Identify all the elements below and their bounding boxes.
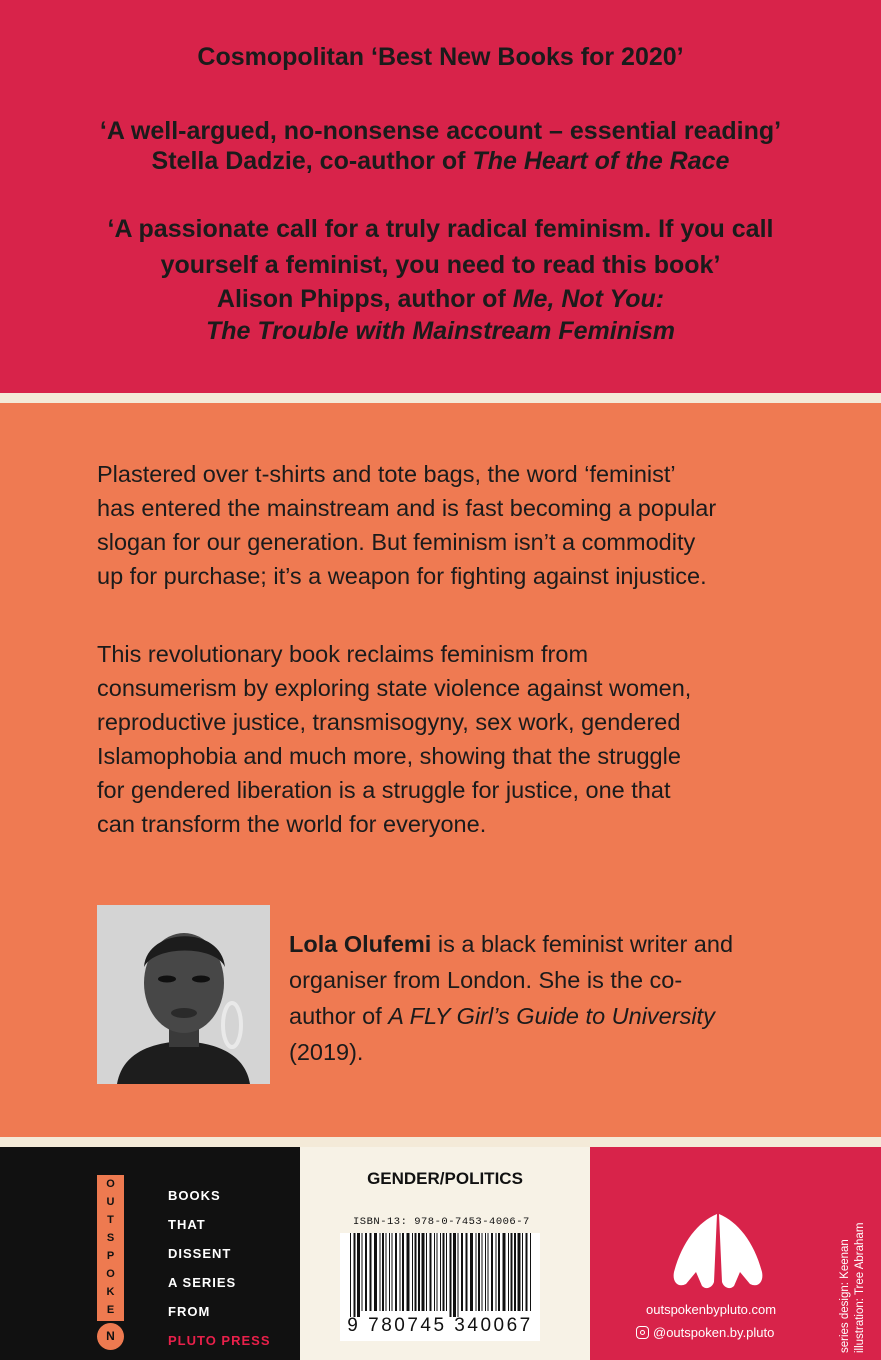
barcode-bar: [488, 1233, 489, 1311]
barcode-bar: [374, 1233, 377, 1311]
barcode-bar: [526, 1233, 528, 1311]
barcode-bar: [392, 1233, 393, 1311]
barcode-bar: [514, 1233, 516, 1311]
barcode-panel: [300, 1147, 590, 1360]
barcode-bar: [402, 1233, 404, 1311]
barcode-bar: [530, 1233, 531, 1311]
barcode-bar: [485, 1233, 486, 1311]
barcode-bar: [365, 1233, 367, 1311]
book-title: Me, Not You:: [512, 285, 665, 313]
spine-circle: N: [97, 1323, 124, 1350]
barcode-bar: [362, 1233, 363, 1311]
barcode-bar: [503, 1233, 506, 1311]
barcode-bar: [386, 1233, 387, 1311]
barcode-bar: [443, 1233, 445, 1311]
attribution-2-title: The Trouble with Mainstream Feminism: [205, 317, 676, 345]
description-panel: [0, 403, 881, 1137]
author-photo: [97, 905, 270, 1084]
barcode-bar: [400, 1233, 401, 1311]
barcode-bar: [498, 1233, 500, 1311]
barcode-bar: [412, 1233, 413, 1311]
outspoken-spine-logo: O U T S P O K E: [97, 1175, 124, 1321]
barcode-bar: [430, 1233, 432, 1311]
quote-2-line-1: ‘A passionate call for a truly radical feminism. If you call: [107, 215, 774, 243]
isbn-number: 9 780745 340067: [347, 1315, 533, 1336]
barcode-bar: [380, 1233, 381, 1311]
instagram-handle[interactable]: @outspoken.by.pluto: [636, 1325, 774, 1340]
barcode-bar: [518, 1233, 521, 1311]
headline: Cosmopolitan ‘Best New Books for 2020’: [197, 43, 684, 71]
cover-credits: series design: Keenan illustration: Tree Abraham: [839, 1222, 866, 1353]
barcode-bar: [350, 1233, 351, 1317]
barcode-bar: [511, 1233, 513, 1311]
barcode-bar: [389, 1233, 390, 1311]
attribution-1: Stella Dadzie, co-author of The Heart of the Race: [151, 147, 730, 175]
barcode-bar: [407, 1233, 410, 1311]
book-title: The Heart of the Race: [472, 147, 730, 175]
blurb-paragraph-2: This revolutionary book reclaims feminism from consumerism by exploring state violence against women, reproductive justice, transmisogyny, sex work, gendered Islamophobia and much more, showing that the struggle for gendered liberation is a struggle for justice, one that can transform the world for everyone.: [97, 641, 692, 837]
quote-1: ‘A well-argued, no-nonsense account – essential reading’: [99, 117, 782, 145]
barcode-bar: [440, 1233, 441, 1311]
barcode-bar: [470, 1233, 473, 1311]
barcode-bar: [491, 1233, 493, 1311]
barcode-bar: [466, 1233, 468, 1311]
barcode-bar: [482, 1233, 483, 1311]
series-panel: [0, 1147, 300, 1360]
blurb-paragraph-1: Plastered over t-shirts and tote bags, the word ‘feminist’ has entered the mainstream and is fast becoming a popular slogan for our generation. But feminism isn’t a commodity up for purchase; it’s a weapon for fighting against injustice.: [97, 461, 717, 589]
barcode-bar: [478, 1233, 480, 1311]
barcode-bar: [395, 1233, 397, 1311]
barcode-bar: [437, 1233, 438, 1311]
barcode-bar: [354, 1233, 356, 1317]
series-tagline: BOOKS THAT DISSENT A SERIES FROM PLUTO PRESS: [168, 1181, 271, 1355]
isbn-label: ISBN-13: 978-0-7453-4006-7: [353, 1216, 530, 1228]
barcode-bar: [453, 1233, 456, 1317]
barcode-bar: [382, 1233, 384, 1311]
barcode-bars: [348, 1233, 536, 1317]
barcode-bar: [450, 1233, 452, 1317]
publisher-name: PLUTO PRESS: [168, 1333, 271, 1348]
barcode-bar: [357, 1233, 360, 1317]
barcode-bar: [415, 1233, 417, 1311]
divider-stripe: [0, 393, 881, 403]
divider-stripe: [0, 1137, 881, 1147]
barcode-bar: [426, 1233, 427, 1311]
barcode-bar: [422, 1233, 425, 1311]
praise-panel: [0, 0, 881, 393]
author-bio: Lola Olufemi is a black feminist writer and organiser from London. She is the co- author of A FLY Girl’s Guide to University (2019).: [289, 931, 734, 1065]
barcode: [340, 1233, 540, 1341]
barcode-bar: [370, 1233, 372, 1311]
instagram-icon: [636, 1326, 649, 1339]
publisher-panel: [590, 1147, 881, 1360]
barcode-bar: [418, 1233, 420, 1311]
barcode-bar: [508, 1233, 509, 1311]
barcode-bar: [461, 1233, 463, 1311]
category-label: GENDER/POLITICS: [367, 1169, 523, 1188]
pluto-logo-icon: [668, 1212, 768, 1292]
barcode-bar: [496, 1233, 497, 1311]
author-name: Lola Olufemi: [289, 931, 432, 957]
barcode-bar: [458, 1233, 459, 1317]
book-title: A FLY Girl’s Guide to University: [388, 1003, 715, 1029]
barcode-bar: [434, 1233, 435, 1311]
website-link[interactable]: outspokenbypluto.com: [646, 1302, 777, 1317]
attribution-2: Alison Phipps, author of Me, Not You:: [216, 285, 665, 313]
barcode-bar: [476, 1233, 477, 1311]
quote-2-line-2: yourself a feminist, you need to read this book’: [160, 251, 721, 279]
barcode-bar: [446, 1233, 447, 1311]
barcode-bar: [522, 1233, 523, 1311]
